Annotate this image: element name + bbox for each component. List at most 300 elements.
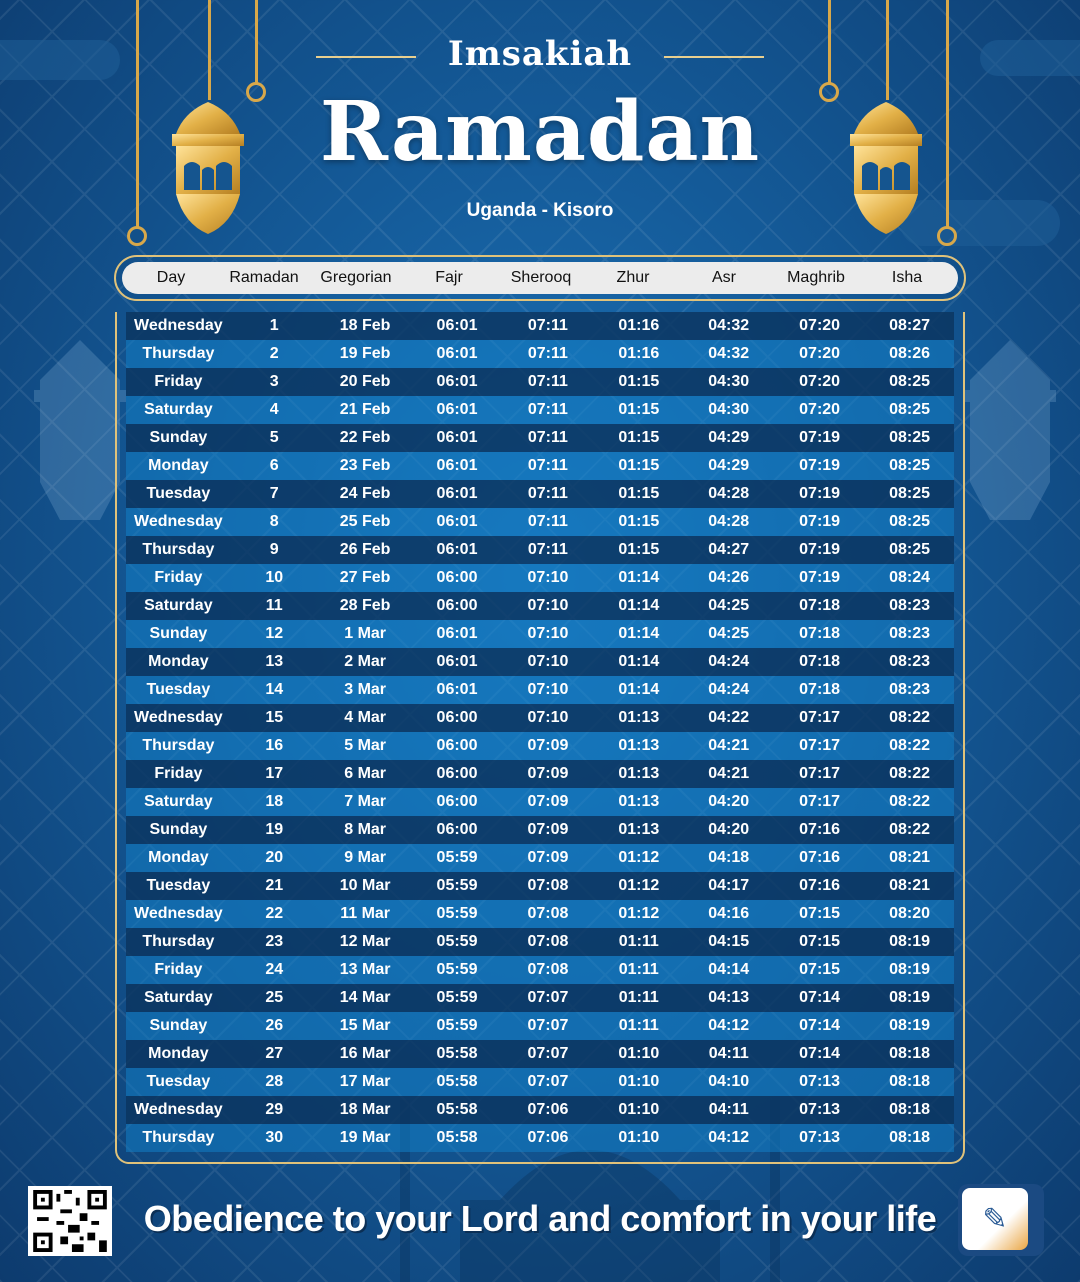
cell-sherooq: 07:07 — [527, 989, 569, 1006]
cell-ramadan: 27 — [265, 1045, 284, 1062]
cell-ramadan: 3 — [269, 373, 279, 390]
cell-ramadan: 19 — [265, 821, 284, 838]
cell-day: Saturday — [144, 401, 213, 418]
cell-isha: 08:25 — [889, 401, 930, 418]
cell-day: Sunday — [149, 625, 208, 642]
app-logo-icon[interactable] — [958, 1184, 1044, 1256]
table-row — [126, 424, 954, 452]
cell-fajr: 05:59 — [436, 849, 478, 866]
cell-asr: 04:20 — [708, 821, 750, 838]
cell-asr: 04:32 — [708, 345, 750, 362]
cell-ramadan: 8 — [269, 513, 279, 530]
cell-day: Sunday — [149, 429, 208, 446]
cell-ramadan: 23 — [265, 933, 284, 950]
cell-zhur: 01:16 — [618, 345, 660, 362]
cell-zhur: 01:15 — [618, 429, 660, 446]
cell-zhur: 01:14 — [618, 597, 660, 614]
cell-asr: 04:17 — [708, 877, 750, 894]
cell-sherooq: 07:08 — [527, 933, 569, 950]
background-lantern-right — [950, 330, 1070, 530]
cell-fajr: 06:01 — [436, 457, 478, 474]
cell-fajr: 05:58 — [436, 1045, 478, 1062]
cell-asr: 04:10 — [708, 1073, 750, 1090]
cell-isha: 08:19 — [889, 961, 930, 978]
cell-day: Sunday — [149, 1017, 208, 1034]
cell-asr: 04:22 — [708, 709, 750, 726]
table-row — [126, 984, 954, 1012]
cell-ramadan: 18 — [265, 793, 284, 810]
cell-maghrib: 07:20 — [799, 317, 841, 334]
cell-asr: 04:12 — [708, 1129, 750, 1146]
cell-zhur: 01:15 — [618, 373, 660, 390]
cell-ramadan: 25 — [265, 989, 284, 1006]
cell-zhur: 01:13 — [618, 821, 660, 838]
cell-asr: 04:16 — [708, 905, 750, 922]
cell-gregorian: 26 Feb — [339, 541, 391, 558]
cell-asr: 04:20 — [708, 793, 750, 810]
cell-day: Thursday — [142, 737, 215, 754]
cell-maghrib: 07:16 — [799, 877, 841, 894]
cell-maghrib: 07:18 — [799, 653, 841, 670]
cell-isha: 08:18 — [889, 1045, 930, 1062]
cell-fajr: 06:00 — [436, 569, 478, 586]
cell-sherooq: 07:11 — [527, 401, 568, 418]
cell-maghrib: 07:19 — [799, 541, 841, 558]
cell-isha: 08:21 — [889, 849, 930, 866]
table-row — [126, 312, 954, 340]
qr-code-icon[interactable] — [28, 1186, 112, 1256]
cell-day: Thursday — [142, 933, 215, 950]
cell-isha: 08:25 — [889, 457, 930, 474]
cell-asr: 04:24 — [708, 681, 750, 698]
cell-isha: 08:25 — [889, 373, 930, 390]
cell-asr: 04:15 — [708, 933, 750, 950]
cell-day: Tuesday — [146, 681, 211, 698]
cell-isha: 08:20 — [889, 905, 930, 922]
cell-isha: 08:24 — [889, 569, 930, 586]
cell-isha: 08:23 — [889, 681, 930, 698]
cell-day: Wednesday — [134, 709, 223, 726]
cell-fajr: 05:59 — [436, 877, 478, 894]
cell-fajr: 05:58 — [436, 1073, 478, 1090]
cell-gregorian: 8 Mar — [344, 821, 387, 838]
cell-isha: 08:19 — [889, 989, 930, 1006]
cell-zhur: 01:14 — [618, 625, 660, 642]
cell-sherooq: 07:11 — [527, 457, 568, 474]
cell-maghrib: 07:20 — [799, 401, 841, 418]
cell-asr: 04:29 — [708, 429, 750, 446]
cell-zhur: 01:11 — [618, 933, 659, 950]
cell-ramadan: 16 — [265, 737, 284, 754]
cell-sherooq: 07:11 — [527, 485, 568, 502]
cell-maghrib: 07:14 — [799, 1045, 841, 1062]
cell-sherooq: 07:07 — [527, 1073, 569, 1090]
cell-maghrib: 07:15 — [799, 961, 841, 978]
cell-fajr: 05:59 — [436, 1017, 478, 1034]
cell-day: Friday — [154, 569, 203, 586]
cell-day: Wednesday — [134, 513, 223, 530]
cell-ramadan: 29 — [265, 1101, 284, 1118]
cell-day: Thursday — [142, 1129, 215, 1146]
table-row — [126, 816, 954, 844]
cell-sherooq: 07:08 — [527, 877, 569, 894]
cell-fajr: 06:01 — [436, 373, 478, 390]
cell-gregorian: 9 Mar — [344, 849, 387, 866]
column-header-gregorian: Gregorian — [320, 269, 392, 286]
cell-fajr: 05:59 — [436, 961, 478, 978]
cell-zhur: 01:10 — [618, 1073, 660, 1090]
cell-ramadan: 20 — [265, 849, 284, 866]
cell-gregorian: 3 Mar — [344, 681, 387, 698]
cell-isha: 08:21 — [889, 877, 930, 894]
cell-gregorian: 19 Mar — [339, 1129, 391, 1146]
footer-slogan: Obedience to your Lord and comfort in your life — [143, 1198, 937, 1239]
cell-asr: 04:24 — [708, 653, 750, 670]
cell-sherooq: 07:06 — [527, 1101, 569, 1118]
cell-isha: 08:25 — [889, 429, 930, 446]
cell-fajr: 06:01 — [436, 653, 478, 670]
cell-sherooq: 07:11 — [527, 373, 568, 390]
cell-asr: 04:11 — [708, 1101, 749, 1118]
cell-fajr: 06:01 — [436, 401, 478, 418]
cell-gregorian: 7 Mar — [344, 793, 387, 810]
cell-gregorian: 19 Feb — [339, 345, 391, 362]
cell-maghrib: 07:18 — [799, 681, 841, 698]
table-row — [126, 844, 954, 872]
cell-sherooq: 07:10 — [527, 625, 569, 642]
cell-asr: 04:21 — [708, 765, 750, 782]
cell-isha: 08:18 — [889, 1129, 930, 1146]
cell-isha: 08:22 — [889, 765, 930, 782]
cell-maghrib: 07:17 — [799, 737, 841, 754]
cell-isha: 08:22 — [889, 793, 930, 810]
cell-zhur: 01:15 — [618, 401, 660, 418]
cell-maghrib: 07:13 — [799, 1073, 841, 1090]
cell-sherooq: 07:09 — [527, 765, 569, 782]
table-row — [126, 620, 954, 648]
cell-isha: 08:23 — [889, 625, 930, 642]
cell-zhur: 01:12 — [618, 877, 660, 894]
cell-fajr: 05:59 — [436, 905, 478, 922]
cell-asr: 04:27 — [708, 541, 750, 558]
column-header-asr: Asr — [712, 269, 736, 286]
cell-gregorian: 21 Feb — [339, 401, 391, 418]
table-row — [126, 340, 954, 368]
cell-fajr: 06:01 — [436, 485, 478, 502]
cell-gregorian: 11 Mar — [340, 905, 391, 922]
table-row — [126, 452, 954, 480]
cell-isha: 08:23 — [889, 597, 930, 614]
table-row — [126, 1068, 954, 1096]
cell-maghrib: 07:13 — [799, 1129, 841, 1146]
cell-gregorian: 2 Mar — [344, 653, 387, 670]
cell-day: Tuesday — [146, 485, 211, 502]
cell-fajr: 06:01 — [436, 541, 478, 558]
cell-ramadan: 30 — [265, 1129, 284, 1146]
table-row — [126, 536, 954, 564]
cell-sherooq: 07:10 — [527, 597, 569, 614]
cell-sherooq: 07:10 — [527, 709, 569, 726]
cell-gregorian: 10 Mar — [339, 877, 391, 894]
cell-gregorian: 23 Feb — [339, 457, 391, 474]
cell-ramadan: 4 — [269, 401, 279, 418]
cell-gregorian: 5 Mar — [344, 737, 387, 754]
cell-ramadan: 12 — [265, 625, 284, 642]
table-row — [126, 872, 954, 900]
cell-sherooq: 07:10 — [527, 569, 569, 586]
cell-zhur: 01:14 — [618, 653, 660, 670]
cell-maghrib: 07:15 — [799, 933, 841, 950]
cell-gregorian: 1 Mar — [344, 625, 387, 642]
cell-zhur: 01:10 — [618, 1101, 660, 1118]
cell-sherooq: 07:09 — [527, 821, 569, 838]
cell-fajr: 06:00 — [436, 821, 478, 838]
cell-sherooq: 07:10 — [527, 653, 569, 670]
cell-sherooq: 07:07 — [527, 1017, 569, 1034]
cell-ramadan: 24 — [265, 961, 284, 978]
cell-maghrib: 07:17 — [799, 765, 841, 782]
cell-asr: 04:28 — [708, 485, 750, 502]
column-header-day: Day — [156, 269, 186, 286]
cell-isha: 08:22 — [889, 709, 930, 726]
cell-gregorian: 18 Mar — [339, 1101, 391, 1118]
subtitle-row — [0, 34, 1080, 78]
cell-maghrib: 07:15 — [799, 905, 841, 922]
cell-asr: 04:21 — [708, 737, 750, 754]
column-header-fajr: Fajr — [435, 269, 463, 286]
cell-isha: 08:22 — [889, 821, 930, 838]
cell-maghrib: 07:18 — [799, 597, 841, 614]
table-row — [126, 1012, 954, 1040]
cell-maghrib: 07:19 — [799, 457, 841, 474]
column-header-zhur: Zhur — [616, 269, 650, 286]
cell-isha: 08:19 — [889, 933, 930, 950]
cell-fajr: 06:00 — [436, 765, 478, 782]
table-row — [126, 704, 954, 732]
cell-asr: 04:18 — [708, 849, 750, 866]
cell-asr: 04:32 — [708, 317, 750, 334]
cell-zhur: 01:15 — [618, 541, 660, 558]
table-row — [126, 592, 954, 620]
cell-gregorian: 6 Mar — [344, 765, 387, 782]
cell-asr: 04:30 — [708, 373, 750, 390]
cell-sherooq: 07:11 — [527, 429, 568, 446]
cell-gregorian: 24 Feb — [339, 485, 391, 502]
cell-asr: 04:12 — [708, 1017, 750, 1034]
cell-asr: 04:25 — [708, 597, 750, 614]
column-header-maghrib: Maghrib — [787, 269, 845, 286]
cell-ramadan: 15 — [265, 709, 284, 726]
cell-fajr: 06:01 — [436, 429, 478, 446]
cell-day: Wednesday — [134, 317, 223, 334]
cell-isha: 08:27 — [889, 317, 930, 334]
cell-zhur: 01:15 — [618, 513, 660, 530]
table-row — [126, 368, 954, 396]
hanging-ring — [937, 226, 957, 246]
cell-day: Wednesday — [134, 905, 223, 922]
cell-fajr: 06:00 — [436, 737, 478, 754]
title-divider-right — [664, 56, 764, 58]
cell-isha: 08:23 — [889, 653, 930, 670]
cell-fajr: 06:01 — [436, 625, 478, 642]
cell-isha: 08:26 — [889, 345, 930, 362]
cell-gregorian: 16 Mar — [339, 1045, 391, 1062]
cell-zhur: 01:13 — [618, 737, 660, 754]
cell-sherooq: 07:08 — [527, 961, 569, 978]
cell-day: Monday — [148, 1045, 209, 1062]
cell-zhur: 01:12 — [618, 905, 660, 922]
cell-isha: 08:25 — [889, 541, 930, 558]
cell-zhur: 01:11 — [618, 961, 659, 978]
cell-ramadan: 9 — [269, 541, 279, 558]
cell-asr: 04:28 — [708, 513, 750, 530]
location-label: Uganda - Kisoro — [466, 200, 614, 221]
table-row — [126, 480, 954, 508]
cell-day: Friday — [154, 373, 203, 390]
cell-zhur: 01:11 — [618, 1017, 659, 1034]
cell-isha: 08:22 — [889, 737, 930, 754]
cell-maghrib: 07:14 — [799, 989, 841, 1006]
cell-zhur: 01:10 — [618, 1129, 660, 1146]
cell-maghrib: 07:19 — [799, 513, 841, 530]
cell-ramadan: 17 — [265, 765, 284, 782]
cell-zhur: 01:14 — [618, 681, 660, 698]
cell-ramadan: 28 — [265, 1073, 284, 1090]
cell-isha: 08:18 — [889, 1101, 930, 1118]
cell-zhur: 01:13 — [618, 793, 660, 810]
cell-zhur: 01:13 — [618, 709, 660, 726]
cell-maghrib: 07:17 — [799, 793, 841, 810]
cell-zhur: 01:14 — [618, 569, 660, 586]
table-row — [126, 900, 954, 928]
cell-gregorian: 15 Mar — [339, 1017, 391, 1034]
cell-ramadan: 7 — [269, 485, 279, 502]
column-header-sherooq: Sherooq — [510, 269, 572, 286]
cell-sherooq: 07:09 — [527, 737, 569, 754]
cell-day: Tuesday — [146, 877, 211, 894]
cell-sherooq: 07:09 — [527, 793, 569, 810]
cell-day: Saturday — [144, 597, 213, 614]
cell-day: Saturday — [144, 793, 213, 810]
cell-fajr: 06:01 — [436, 681, 478, 698]
cell-zhur: 01:10 — [618, 1045, 660, 1062]
cell-asr: 04:29 — [708, 457, 750, 474]
column-header-ramadan: Ramadan — [229, 269, 299, 286]
cell-day: Thursday — [142, 541, 215, 558]
cell-ramadan: 10 — [265, 569, 284, 586]
cell-sherooq: 07:11 — [527, 513, 568, 530]
cell-day: Saturday — [144, 989, 213, 1006]
cell-sherooq: 07:09 — [527, 849, 569, 866]
cell-maghrib: 07:19 — [799, 569, 841, 586]
cell-day: Monday — [148, 457, 209, 474]
cell-ramadan: 1 — [269, 317, 279, 334]
cell-maghrib: 07:19 — [799, 485, 841, 502]
cell-fajr: 05:59 — [436, 989, 478, 1006]
cell-sherooq: 07:11 — [527, 317, 568, 334]
cell-gregorian: 27 Feb — [339, 569, 391, 586]
cell-maghrib: 07:17 — [799, 709, 841, 726]
page-title: Ramadan — [319, 84, 761, 180]
cell-day: Wednesday — [134, 1101, 223, 1118]
cell-zhur: 01:13 — [618, 765, 660, 782]
cell-ramadan: 26 — [265, 1017, 284, 1034]
cell-gregorian: 4 Mar — [344, 709, 387, 726]
cell-gregorian: 13 Mar — [339, 961, 391, 978]
cell-sherooq: 07:10 — [527, 681, 569, 698]
cell-gregorian: 20 Feb — [339, 373, 391, 390]
cell-gregorian: 18 Feb — [339, 317, 391, 334]
cell-maghrib: 07:14 — [799, 1017, 841, 1034]
cell-fajr: 06:01 — [436, 317, 478, 334]
cell-maghrib: 07:20 — [799, 373, 841, 390]
cell-day: Friday — [154, 765, 203, 782]
prayer-times-table — [126, 312, 954, 1152]
cell-gregorian: 25 Feb — [339, 513, 391, 530]
cell-asr: 04:25 — [708, 625, 750, 642]
cell-ramadan: 22 — [265, 905, 284, 922]
cell-maghrib: 07:16 — [799, 849, 841, 866]
cell-sherooq: 07:06 — [527, 1129, 569, 1146]
table-row — [126, 564, 954, 592]
cell-zhur: 01:15 — [618, 485, 660, 502]
cell-ramadan: 13 — [265, 653, 284, 670]
table-row — [126, 788, 954, 816]
cell-fajr: 06:01 — [436, 345, 478, 362]
cell-gregorian: 28 Feb — [339, 597, 391, 614]
table-row — [126, 676, 954, 704]
cell-zhur: 01:12 — [618, 849, 660, 866]
cell-fajr: 06:01 — [436, 513, 478, 530]
cell-gregorian: 22 Feb — [339, 429, 391, 446]
cell-maghrib: 07:20 — [799, 345, 841, 362]
cell-fajr: 05:58 — [436, 1129, 478, 1146]
cell-maghrib: 07:16 — [799, 821, 841, 838]
cell-day: Monday — [148, 653, 209, 670]
table-row — [126, 1040, 954, 1068]
table-row — [126, 508, 954, 536]
cell-day: Thursday — [142, 345, 215, 362]
logo-emblem: ✎ — [962, 1188, 1028, 1250]
cell-isha: 08:25 — [889, 485, 930, 502]
cell-zhur: 01:11 — [618, 989, 659, 1006]
cell-maghrib: 07:19 — [799, 429, 841, 446]
cell-sherooq: 07:07 — [527, 1045, 569, 1062]
cell-isha: 08:18 — [889, 1073, 930, 1090]
hanging-ring — [127, 226, 147, 246]
cell-sherooq: 07:11 — [527, 541, 568, 558]
cell-fajr: 06:00 — [436, 709, 478, 726]
cell-ramadan: 6 — [269, 457, 279, 474]
table-row — [126, 928, 954, 956]
table-row — [126, 760, 954, 788]
table-header — [122, 262, 958, 294]
table-row — [126, 956, 954, 984]
cell-day: Sunday — [149, 821, 208, 838]
cell-zhur: 01:15 — [618, 457, 660, 474]
page-subtitle: Imsakiah — [447, 34, 633, 74]
cell-zhur: 01:16 — [618, 317, 660, 334]
table-row — [126, 648, 954, 676]
column-header-isha: Isha — [891, 269, 923, 286]
cell-asr: 04:26 — [708, 569, 750, 586]
cell-asr: 04:11 — [708, 1045, 749, 1062]
cell-day: Friday — [154, 961, 203, 978]
cell-asr: 04:13 — [708, 989, 750, 1006]
cell-day: Tuesday — [146, 1073, 211, 1090]
table-row — [126, 396, 954, 424]
cell-asr: 04:14 — [708, 961, 750, 978]
